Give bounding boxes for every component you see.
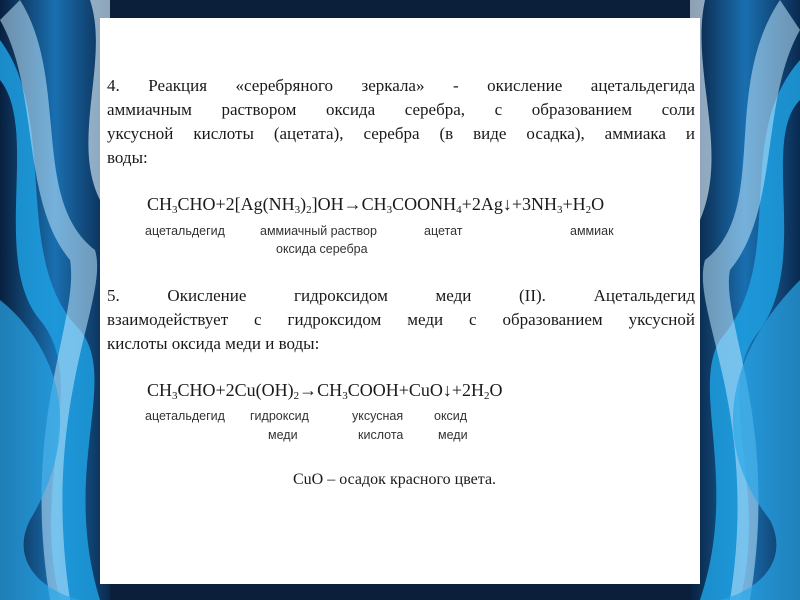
cuo-note: CuO – осадок красного цвета. [293, 471, 497, 488]
section5-paragraph-line2: взаимодействует с гидроксидом меди с образованием уксусной [107, 310, 695, 329]
slide-content [100, 18, 700, 584]
label-oxide-line2: меди [438, 428, 468, 442]
label-ammonia-solution-line2: оксида серебра [276, 242, 368, 256]
section4-paragraph-line4: воды: [107, 148, 148, 167]
silver-mirror-equation: $CH_3CHO+2[Ag(NH_3)_2]OH\to CH_3COONH_4+2Ag↓+3NH_3+H_2O$ [147, 194, 605, 216]
section4-paragraph-line3: уксусной кислоты (ацетата), серебра (в виде осадка), аммиака и [107, 124, 695, 143]
section5-paragraph-line1: 5. Окисление гидроксидом меди (II). Ацетальдегид [107, 286, 695, 305]
label-hydroxide-line1: гидроксид [250, 409, 309, 423]
label2-acetaldehyde: ацетальдегид [145, 409, 225, 423]
section4-paragraph-line2: аммиачным раствором оксида серебра, с образованием соли [107, 100, 695, 119]
label-acetate: ацетат [424, 224, 463, 238]
label-acetic-line2: кислота [358, 428, 404, 442]
label-hydroxide-line2: меди [268, 428, 298, 442]
label-acetaldehyde: ацетальдегид [145, 224, 225, 238]
copper-hydroxide-equation: $CH_3CHO+2Cu(OH)_2\to CH_3COOH+CuO↓+2H_2O$ [147, 380, 503, 402]
section4-paragraph-line1: 4. Реакция «серебряного зеркала» - окисление ацетальдегида [107, 76, 695, 95]
label-ammonia-solution-line1: аммиачный раствор [260, 224, 377, 238]
section5-paragraph-line3: кислоты оксида меди и воды: [107, 334, 320, 353]
label-oxide-line1: оксид [434, 409, 468, 423]
label-ammonia: аммиак [570, 224, 614, 238]
label-acetic-line1: уксусная [352, 409, 404, 423]
